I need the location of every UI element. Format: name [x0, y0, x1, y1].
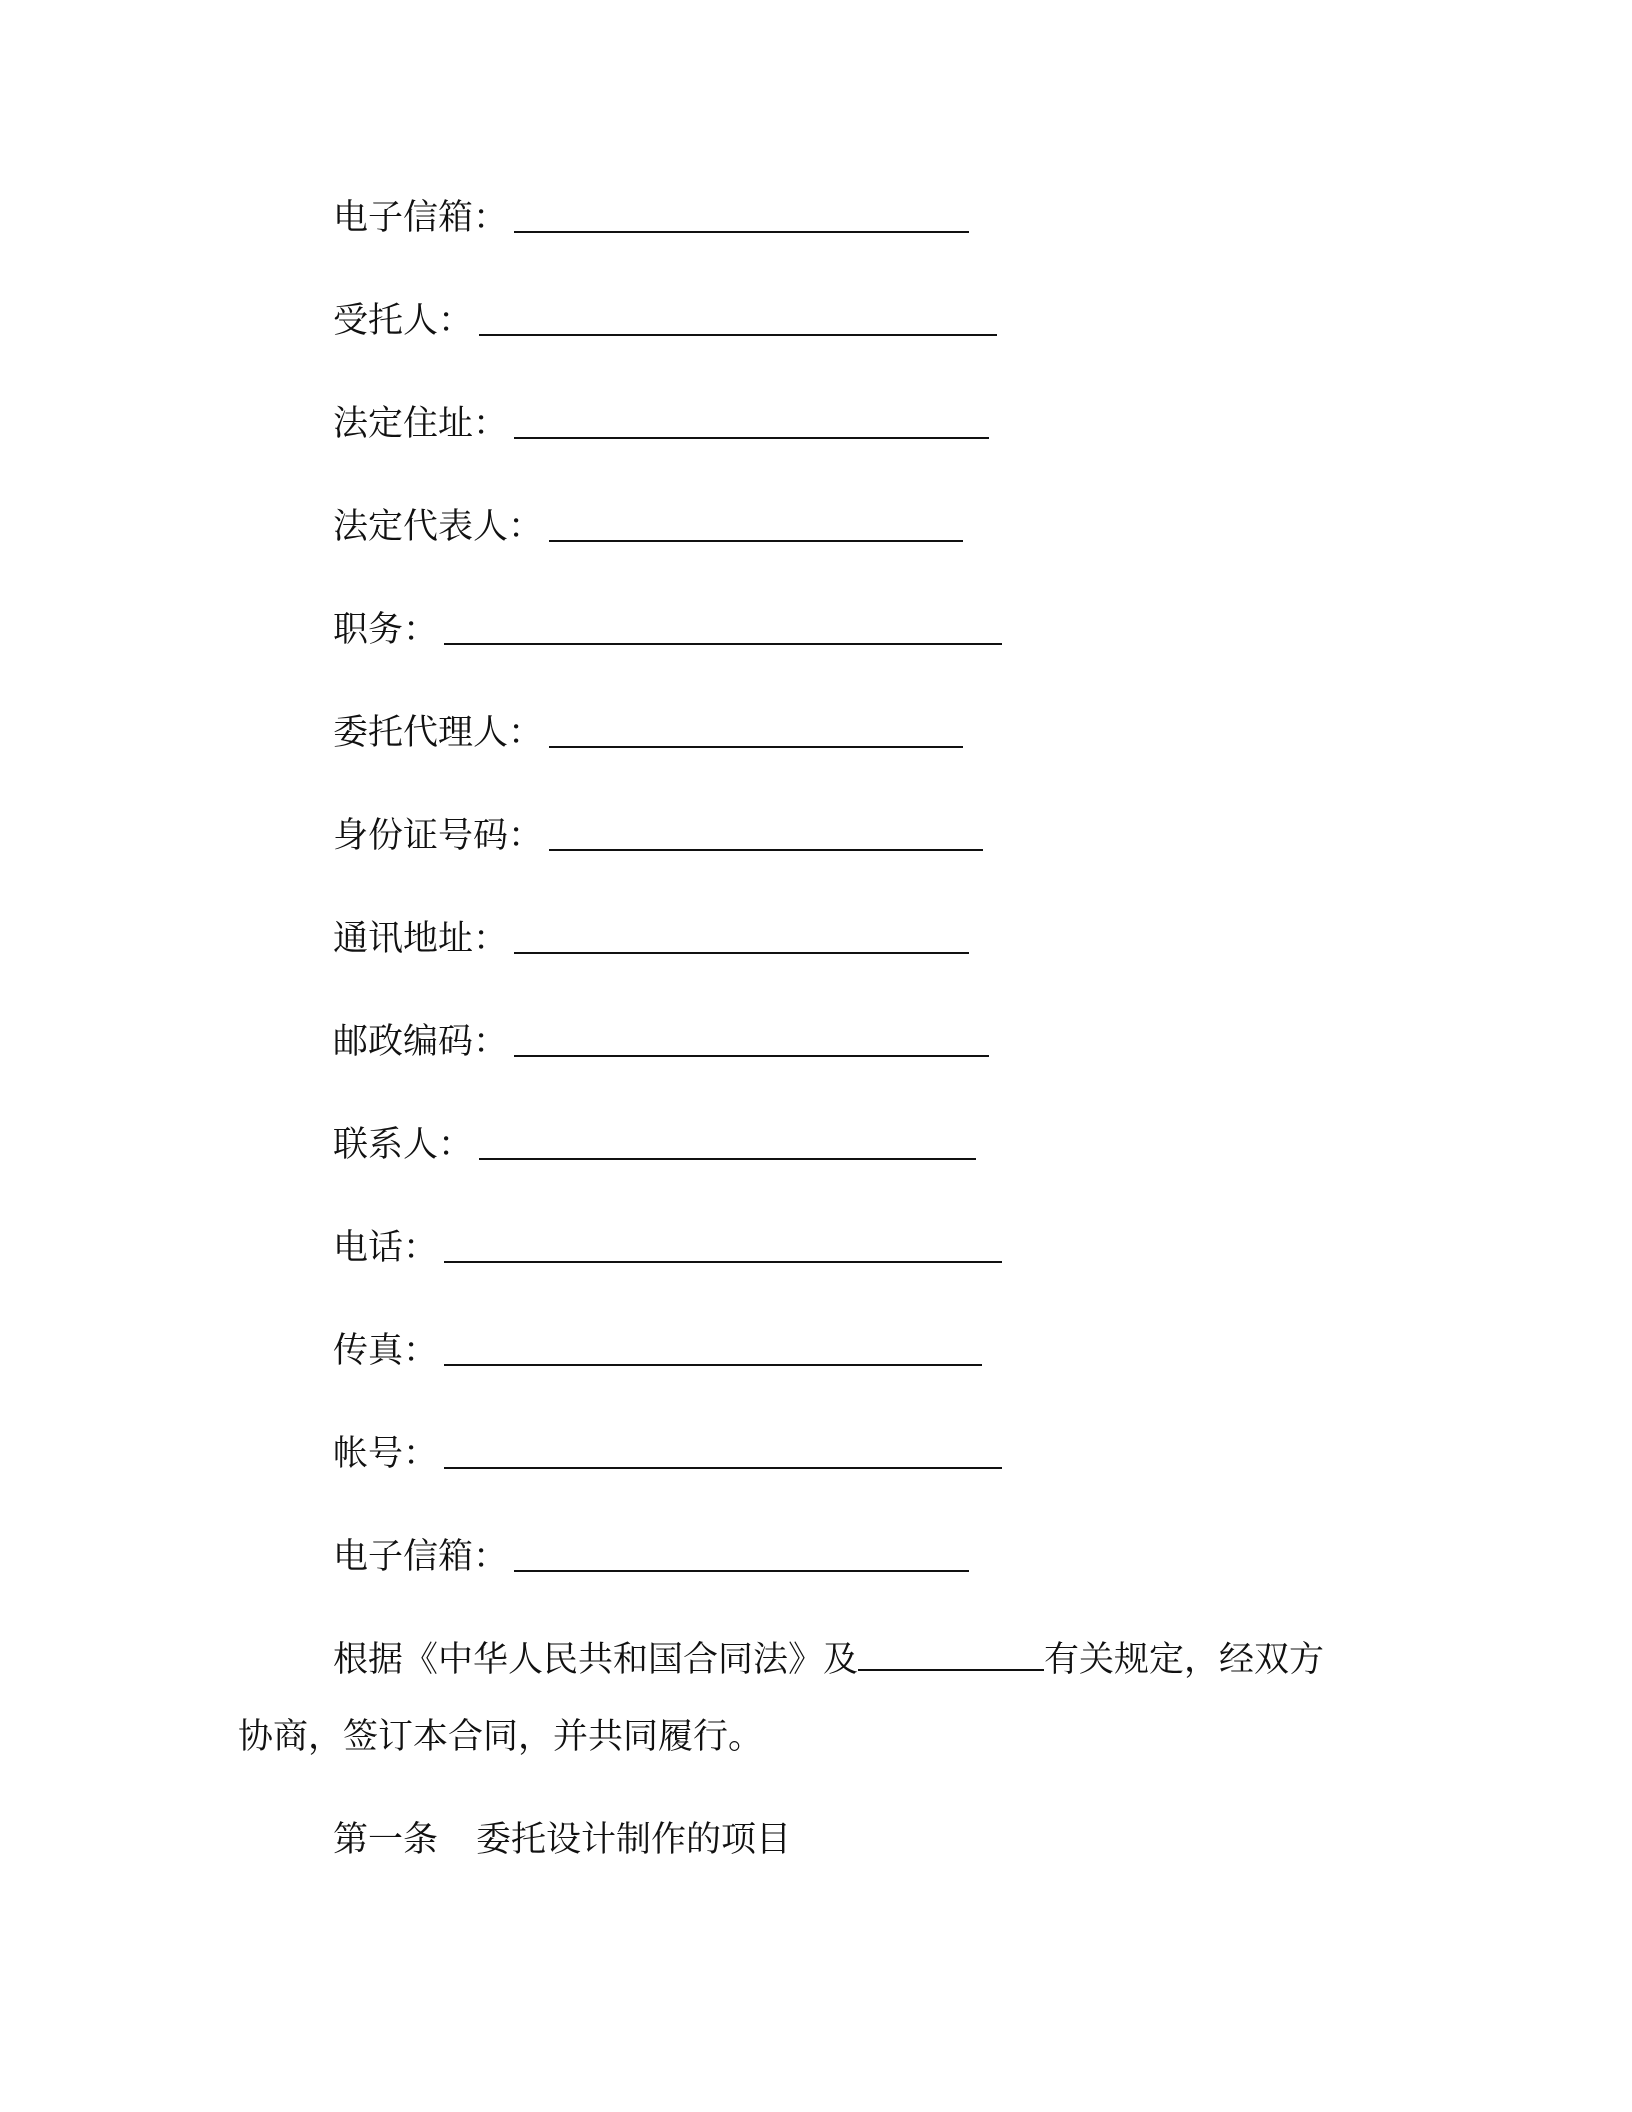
field-label: 通讯地址： — [333, 919, 509, 959]
fill-in-blank[interactable] — [549, 714, 963, 748]
field-email-1 — [333, 193, 969, 243]
field-label: 帐号： — [333, 1434, 439, 1474]
article-title: 委托设计制作的项目 — [476, 1820, 792, 1860]
field-label: 邮政编码： — [333, 1022, 509, 1062]
preamble-text-2: 有关规定，经双方 — [1044, 1640, 1325, 1680]
article-number: 第一条 — [333, 1820, 439, 1860]
field-label: 法定住址： — [333, 404, 509, 444]
field-trustee — [333, 296, 997, 346]
field-legal-representative — [333, 502, 963, 552]
fill-in-blank[interactable] — [514, 1023, 989, 1057]
fill-in-blank[interactable] — [444, 611, 1002, 645]
article-heading — [333, 1815, 791, 1865]
fill-in-blank[interactable] — [514, 199, 969, 233]
field-label: 身份证号码： — [333, 816, 544, 856]
field-id-number — [333, 811, 983, 861]
field-contact-person — [333, 1120, 976, 1170]
field-label: 委托代理人： — [333, 713, 544, 753]
fill-in-blank[interactable] — [549, 817, 983, 851]
fill-in-blank[interactable] — [858, 1637, 1044, 1671]
field-account — [333, 1429, 1002, 1479]
field-label: 电话： — [333, 1228, 439, 1268]
fill-in-blank[interactable] — [514, 405, 989, 439]
field-label: 传真： — [333, 1331, 439, 1371]
field-label: 受托人： — [333, 301, 474, 341]
preamble-text-1: 根据《中华人民共和国合同法》及 — [333, 1640, 859, 1680]
field-label: 法定代表人： — [333, 507, 544, 547]
field-position — [333, 605, 1002, 655]
field-fax — [333, 1326, 982, 1376]
fill-in-blank[interactable] — [444, 1229, 1002, 1263]
field-mailing-address — [333, 914, 969, 964]
field-label: 电子信箱： — [333, 1537, 509, 1577]
field-label: 电子信箱： — [333, 198, 509, 238]
preamble-text-3: 协商，签订本合同，并共同履行。 — [238, 1717, 764, 1757]
fill-in-blank[interactable] — [479, 302, 997, 336]
field-label: 联系人： — [333, 1125, 474, 1165]
fill-in-blank[interactable] — [444, 1332, 982, 1366]
fill-in-blank[interactable] — [444, 1435, 1002, 1469]
fill-in-blank[interactable] — [514, 920, 969, 954]
field-email-2 — [333, 1532, 969, 1582]
fill-in-blank[interactable] — [479, 1126, 976, 1160]
field-label: 职务： — [333, 610, 439, 650]
fill-in-blank[interactable] — [514, 1538, 969, 1572]
preamble-line-2 — [238, 1712, 763, 1762]
field-phone — [333, 1223, 1002, 1273]
fill-in-blank[interactable] — [549, 508, 963, 542]
field-postal-code — [333, 1017, 989, 1067]
field-legal-address — [333, 399, 989, 449]
field-agent — [333, 708, 963, 758]
preamble-line-1 — [333, 1635, 1324, 1685]
